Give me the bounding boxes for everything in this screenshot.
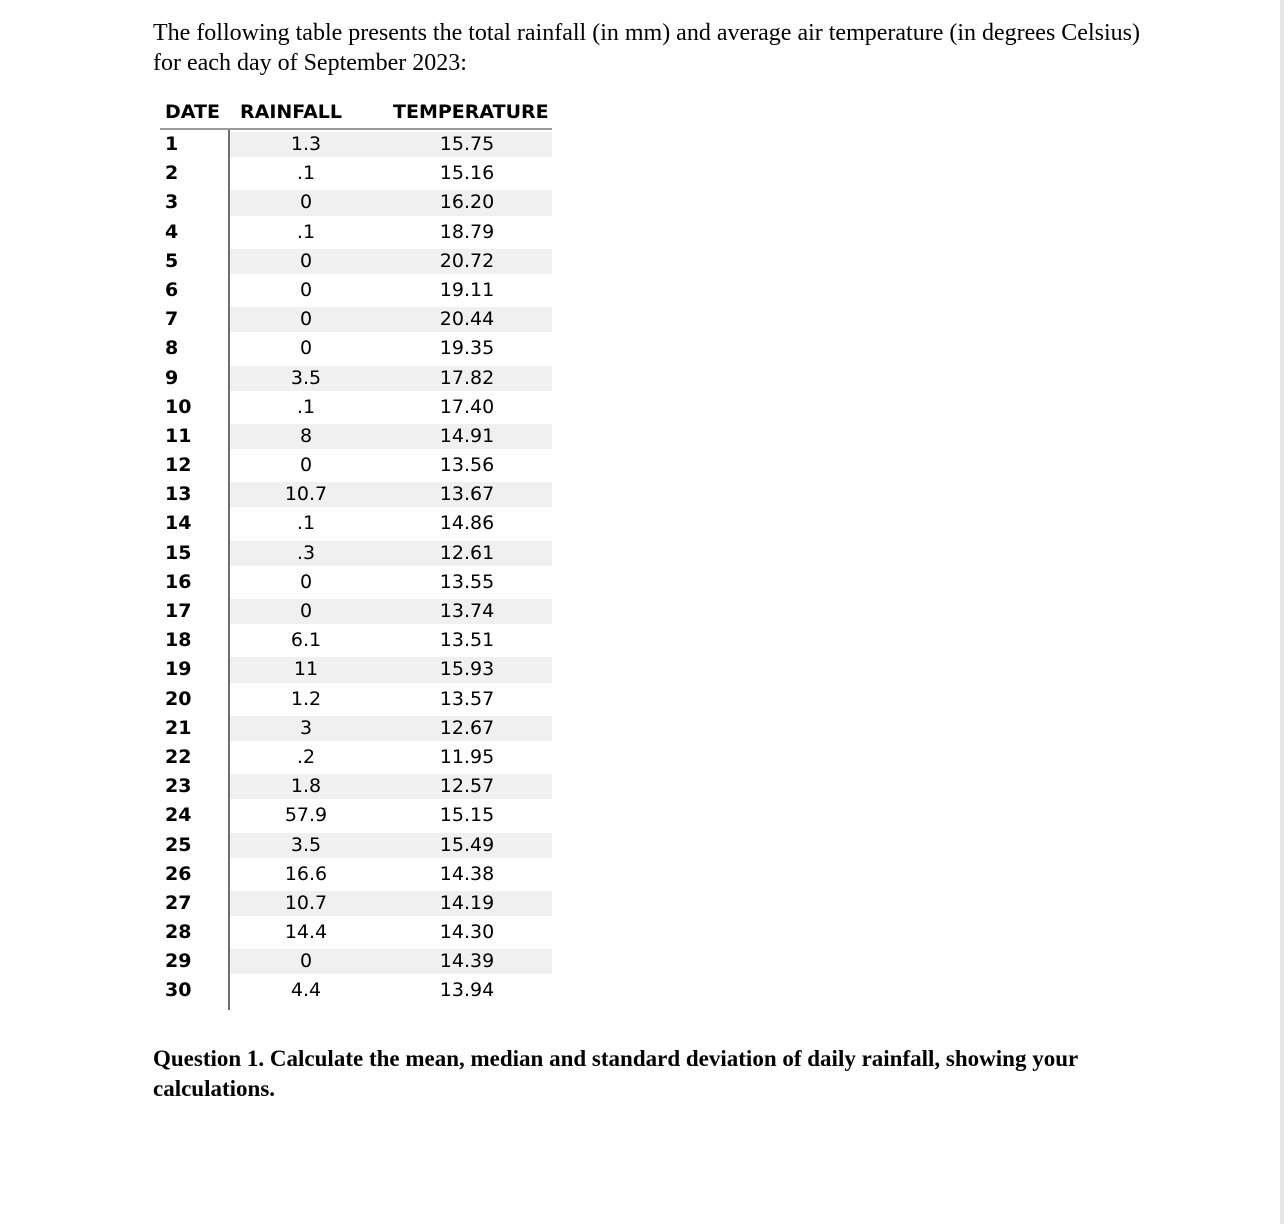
weather-table	[160, 100, 552, 1006]
date-cell: 28	[165, 921, 192, 944]
date-cell: 24	[165, 804, 192, 827]
rainfall-cell: 0	[299, 454, 313, 477]
rainfall-cell: 1.8	[290, 775, 322, 798]
table-row	[160, 334, 552, 363]
temperature-cell: 13.57	[439, 687, 495, 710]
date-cell: 4	[165, 220, 179, 243]
table-row	[160, 247, 552, 276]
temperature-cell: 15.16	[439, 162, 495, 185]
temperature-cell: 13.67	[439, 483, 495, 506]
table-row	[160, 626, 552, 655]
rainfall-cell: 3	[299, 716, 313, 739]
table-row	[160, 188, 552, 217]
temperature-cell: 14.91	[439, 424, 495, 447]
rainfall-cell: 0	[299, 308, 313, 331]
table-row	[160, 305, 552, 334]
rainfall-cell: 0	[299, 249, 313, 272]
date-cell: 11	[165, 424, 192, 447]
temperature-cell: 11.95	[439, 745, 495, 768]
rainfall-cell: 1.2	[290, 687, 322, 710]
date-cell: 30	[165, 979, 192, 1002]
header-date: DATE	[165, 101, 220, 123]
date-cell: 18	[165, 629, 192, 652]
temperature-cell: 13.94	[439, 979, 495, 1002]
temperature-cell: 13.74	[439, 600, 495, 622]
temperature-cell: 15.49	[439, 833, 495, 856]
rainfall-cell: 57.9	[284, 804, 328, 827]
table-row	[160, 451, 552, 480]
temperature-cell: 12.67	[439, 716, 495, 739]
table-row	[160, 159, 552, 188]
temperature-cell: 14.86	[439, 512, 495, 535]
rainfall-cell: 4.4	[290, 979, 322, 1002]
table-row	[160, 714, 552, 743]
date-cell: 22	[165, 745, 192, 768]
table-row	[160, 480, 552, 509]
date-cell: 21	[165, 716, 192, 739]
rainfall-cell: 3.5	[290, 366, 322, 389]
rainfall-cell: 16.6	[284, 862, 328, 885]
temperature-cell: 14.39	[439, 950, 495, 973]
temperature-cell: 15.93	[439, 658, 495, 681]
date-cell: 26	[165, 862, 192, 885]
date-cell: 2	[165, 162, 179, 185]
temperature-cell: 20.72	[439, 249, 495, 272]
temperature-cell: 18.79	[439, 220, 495, 243]
rainfall-cell: .1	[296, 512, 316, 535]
rainfall-cell: 0	[299, 278, 313, 301]
question-1: Question 1. Calculate the mean, median and standard deviation of daily rainfall, showing your calculations.	[153, 1046, 1078, 1101]
rainfall-cell: 0	[299, 570, 313, 593]
date-cell: 25	[165, 833, 192, 856]
table-header	[160, 100, 552, 130]
header-temperature: TEMPERATURE	[393, 101, 549, 123]
header-rainfall: RAINFALL	[240, 101, 343, 123]
rainfall-cell: 0	[299, 337, 313, 360]
date-cell: 10	[165, 395, 192, 418]
table-row	[160, 130, 552, 159]
table-body	[160, 130, 552, 1006]
table-row	[160, 655, 552, 684]
date-cell: 9	[165, 366, 179, 389]
table-row	[160, 743, 552, 772]
date-cell: 14	[165, 512, 192, 535]
table-row	[160, 685, 552, 714]
temperature-cell: 19.11	[439, 278, 495, 301]
date-cell: 6	[165, 278, 179, 301]
rainfall-cell: 0	[299, 600, 313, 622]
table-row	[160, 801, 552, 830]
table-row	[160, 976, 552, 1005]
temperature-cell: 14.30	[439, 921, 495, 944]
rainfall-cell: 6.1	[290, 629, 322, 652]
temperature-cell: 13.56	[439, 454, 495, 477]
temperature-cell: 15.15	[439, 804, 495, 827]
date-cell: 1	[165, 133, 179, 155]
table-row	[160, 364, 552, 393]
table-row	[160, 422, 552, 451]
rainfall-cell: 0	[299, 950, 313, 973]
table-row	[160, 539, 552, 568]
rainfall-cell: .1	[296, 162, 316, 185]
rainfall-cell: 3.5	[290, 833, 322, 856]
table-row	[160, 393, 552, 422]
date-cell: 5	[165, 249, 179, 272]
table-row	[160, 831, 552, 860]
date-cell: 8	[165, 337, 179, 360]
date-cell: 12	[165, 454, 192, 477]
date-cell: 20	[165, 687, 192, 710]
temperature-cell: 20.44	[439, 308, 495, 331]
rainfall-cell: 8	[299, 424, 313, 447]
temperature-cell: 12.57	[439, 775, 495, 798]
temperature-cell: 14.19	[439, 891, 495, 914]
temperature-cell: 12.61	[439, 541, 495, 564]
table-row	[160, 276, 552, 305]
date-cell: 17	[165, 600, 192, 622]
rainfall-cell: 11	[293, 658, 319, 681]
page-edge	[1280, 0, 1284, 1224]
table-row	[160, 568, 552, 597]
table-row	[160, 947, 552, 976]
temperature-cell: 14.38	[439, 862, 495, 885]
date-cell: 29	[165, 950, 192, 973]
temperature-cell: 13.51	[439, 629, 495, 652]
date-cell: 19	[165, 658, 192, 681]
date-cell: 13	[165, 483, 192, 506]
date-cell: 3	[165, 191, 179, 214]
temperature-cell: 19.35	[439, 337, 495, 360]
rainfall-cell: 1.3	[290, 133, 322, 155]
rainfall-cell: 10.7	[284, 891, 328, 914]
rainfall-cell: 0	[299, 191, 313, 214]
table-row	[160, 218, 552, 247]
date-cell: 27	[165, 891, 192, 914]
rainfall-cell: 10.7	[284, 483, 328, 506]
temperature-cell: 17.82	[439, 366, 495, 389]
date-cell: 16	[165, 570, 192, 593]
table-row	[160, 772, 552, 801]
temperature-cell: 15.75	[439, 133, 495, 155]
date-cell: 15	[165, 541, 192, 564]
rainfall-cell: .3	[296, 541, 316, 564]
intro-paragraph: The following table presents the total rainfall (in mm) and average air temperature (in degrees Celsius) for each day of September 2023:	[153, 20, 1140, 76]
rainfall-cell: .1	[296, 395, 316, 418]
temperature-cell: 13.55	[439, 570, 495, 593]
table-row	[160, 860, 552, 889]
rainfall-cell: 14.4	[284, 921, 328, 944]
table-row	[160, 509, 552, 538]
date-cell: 23	[165, 775, 192, 798]
rainfall-cell: .1	[296, 220, 316, 243]
temperature-cell: 17.40	[439, 395, 495, 418]
table-row	[160, 597, 552, 626]
date-cell: 7	[165, 308, 179, 331]
table-row	[160, 918, 552, 947]
rainfall-cell: .2	[296, 745, 316, 768]
temperature-cell: 16.20	[439, 191, 495, 214]
table-row	[160, 889, 552, 918]
